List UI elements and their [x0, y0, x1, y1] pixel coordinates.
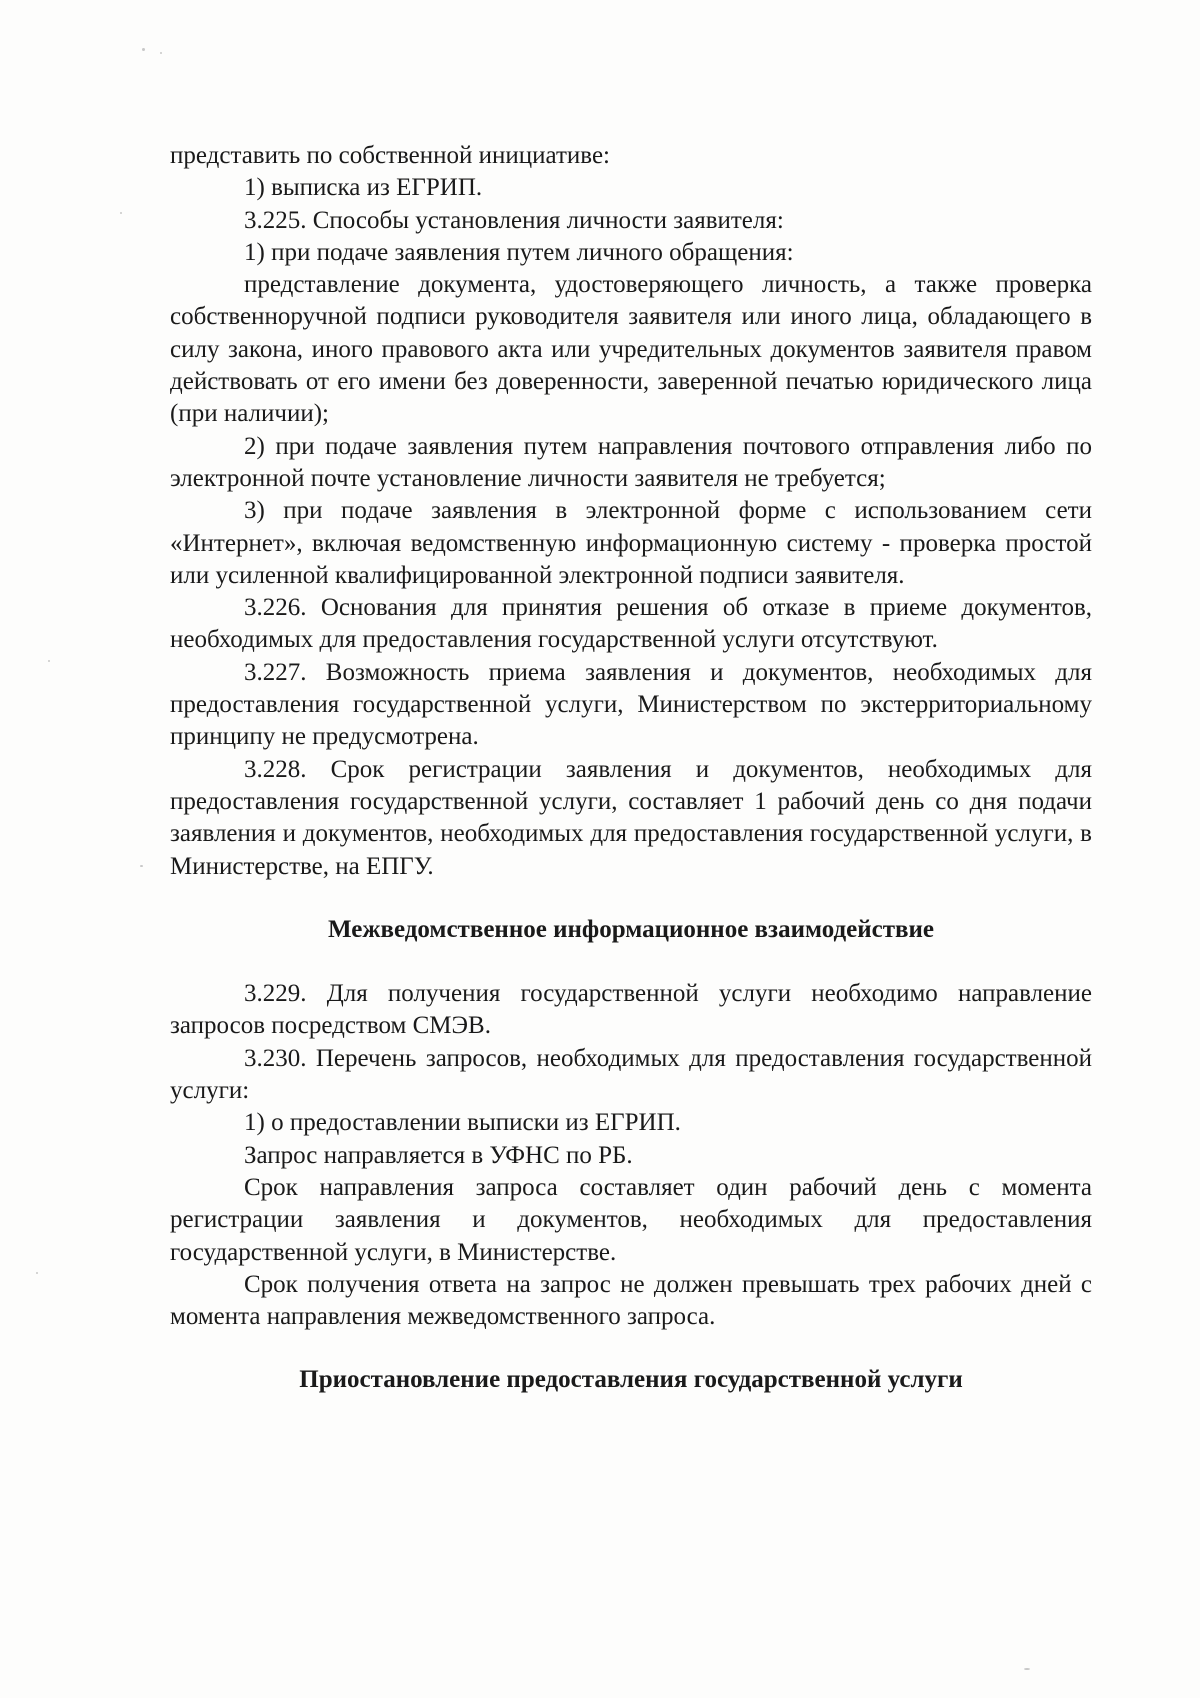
paragraph: 3) при подаче заявления в электронной форме с использованием сети «Интернет», включая ведомственную информационную систему - проверка простой или усиленной квалифицированной электронной подписи заявителя. [170, 497, 1092, 589]
paragraph-group-a [170, 140, 1092, 883]
paragraph-group-b [170, 978, 1092, 1333]
paragraph: представление документа, удостоверяющего личность, а также проверка собственноручной подписи руководителя заявителя или иного лица, обладающего в силу закона, иного правового акта или учредительных документов заявителя правом действовать от его имени без доверенности, заверенной печатью юридического лица (при наличии); [170, 271, 1092, 428]
paragraph: 1) при подаче заявления путем личного обращения: [244, 238, 794, 266]
paragraph: 3.230. Перечень запросов, необходимых для предоставления государственной услуги: [170, 1044, 1092, 1105]
paragraph: 3.227. Возможность приема заявления и документов, необходимых для предоставления государственной услуги, Министерством по экстерриториальному принципу не предусмотрена. [170, 658, 1092, 751]
scan-speck [48, 660, 50, 662]
scan-speck [1024, 1668, 1030, 1670]
paragraph: Срок получения ответа на запрос не должен превышать трех рабочих дней с момента направления межведомственного запроса. [170, 1270, 1092, 1331]
spacer [170, 1333, 1092, 1364]
paragraph: 3.226. Основания для принятия решения об отказе в приеме документов, необходимых для предоставления государственной услуги отсутствуют. [170, 594, 1092, 654]
paragraph: 3.225. Способы установления личности заявителя: [244, 206, 784, 234]
section-heading-interagency: Межведомственное информационное взаимодействие [328, 915, 934, 943]
paragraph: 3.228. Срок регистрации заявления и документов, необходимых для предоставления государственной услуги, составляет 1 рабочий день со дня подачи заявления и документов, необходимых для предоставления государственной услуги, в Министерстве, на ЕПГУ. [170, 755, 1092, 880]
paragraph: 1) выписка из ЕГРИП. [244, 174, 483, 202]
paragraph: 2) при подаче заявления путем направления почтового отправления либо по электронной почте установление личности заявителя не требуется; [170, 432, 1092, 492]
paragraph: 3.229. Для получения государственной услуги необходимо направление запросов посредством СМЭВ. [170, 980, 1092, 1040]
scan-speck [142, 48, 145, 51]
paragraph: Срок направления запроса составляет один рабочий день с момента регистрации заявления и документов, необходимых для предоставления государственной услуги, в Министерстве. [170, 1173, 1092, 1266]
paragraph: 1) о предоставлении выписки из ЕГРИП. [244, 1109, 681, 1137]
paragraph: Запрос направляется в УФНС по РБ. [244, 1141, 633, 1169]
scan-speck [36, 1272, 38, 1274]
section-heading-suspension: Приостановление предоставления государственной услуги [299, 1366, 963, 1394]
paragraph: представить по собственной инициативе: [170, 142, 611, 169]
spacer [170, 946, 1092, 978]
scan-speck [160, 52, 162, 54]
document-body [170, 140, 1092, 1397]
spacer [170, 883, 1092, 914]
scan-speck [120, 212, 122, 214]
scan-speck [140, 865, 143, 867]
